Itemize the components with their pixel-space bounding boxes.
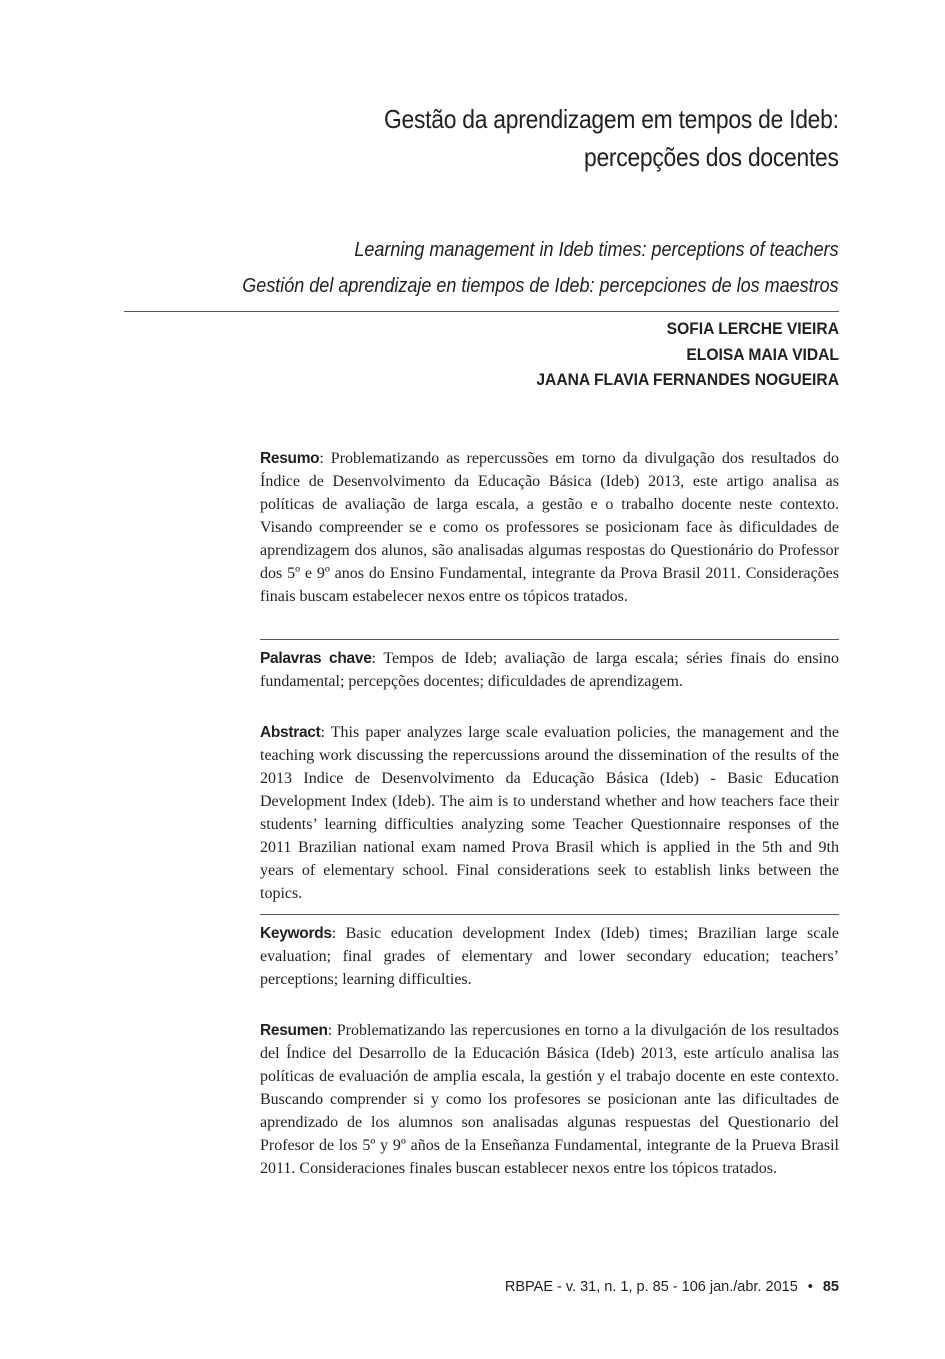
author-name: SOFIA LERCHE VIEIRA: [666, 319, 839, 338]
resumo-paragraph: [260, 447, 839, 608]
author-list: [510, 316, 839, 393]
article-title-line-2: percepções dos docentes: [584, 142, 839, 172]
resumen-label: Resumen: [260, 1022, 328, 1039]
page-footer: [505, 1279, 839, 1295]
author-name: JAANA FLAVIA FERNANDES NOGUEIRA: [536, 370, 839, 389]
translated-titles: [176, 232, 839, 304]
abstract-label: Abstract: [260, 724, 321, 741]
abstract-text: : This paper analyzes large scale evaluation policies, the management and the teaching work discussing the repercussions around the dissemination of the results of the 2013 Indice de Desenvolvimento da Educação Básica (Ideb) - Basic Education Development Index (Ideb). The aim is to understand whether and how teachers face their students’ learning difficulties analyzing some Teacher Questionnaire responses of the 2011 Brazilian national exam named Prova Brasil which is applied in the 5th and 9th years of elementary school. Final considerations seek to establish links between the topics.: [260, 724, 839, 902]
keywords-paragraph: [260, 922, 839, 991]
page-number: 85: [822, 1279, 839, 1295]
resumo-divider: [260, 639, 839, 640]
abstract-divider: [260, 914, 839, 915]
keywords-text: : Basic education development Index (Ideb) times; Brazilian large scale evaluation; final grades of elementary and lower secondary education; teachers’ perceptions; learning difficulties.: [260, 925, 839, 988]
spanish-title: Gestión del aprendizaje en tiempos de Ideb: percepciones de los maestros: [242, 275, 839, 297]
journal-citation: RBPAE - v. 31, n. 1, p. 85 - 106 jan./abr. 2015: [504, 1279, 798, 1295]
resumo-text: : Problematizando as repercussões em torno da divulgação dos resultados do Índice de Desenvolvimento da Educação Básica (Ideb) 2013, este artigo analisa as políticas de avaliação de larga escala, a gestão e o trabalho docente neste contexto. Visando compreender se e como os professores se posicionam face às dificuldades de aprendizagem dos alunos, são analisadas algumas respostas do Questionário do Professor dos 5º e 9º anos do Ensino Fundamental, integrante da Prova Brasil 2011. Considerações finais buscam estabelecer nexos entre os tópicos tratados.: [260, 450, 839, 605]
resumen-text: : Problematizando las repercusiones en torno a la divulgación de los resultados del Índice del Desarrollo de la Educación Básica (Ideb) 2013, este artículo analisa las políticas de evaluación de amplia escala, la gestión y el trabajo docente en este contexto. Buscando comprender si y como los profesores se posicionan ante las dificultades de aprendizado de los alumnos son analisadas algunas respuestas del Questionario del Profesor de los 5º y 9º años de la Enseñanza Fundamental, integrante de la Prueva Brasil 2011. Consideraciones finales buscan establecer nexos entre los tópicos tratados.: [260, 1022, 839, 1177]
footer-bullet: •: [807, 1279, 813, 1295]
palavras-chave-paragraph: [260, 647, 839, 693]
article-title: [322, 100, 839, 176]
resumen-paragraph: [260, 1019, 839, 1180]
title-divider: [124, 311, 839, 312]
keywords-label: Keywords: [260, 925, 332, 942]
resumo-label: Resumo: [260, 450, 320, 467]
palavras-chave-label: Palavras chave: [260, 650, 372, 667]
author-name: ELOISA MAIA VIDAL: [686, 344, 839, 364]
english-title: Learning management in Ideb times: perceptions of teachers: [354, 239, 839, 261]
article-title-line-1: Gestão da aprendizagem em tempos de Ideb:: [384, 104, 839, 134]
palavras-chave-text: : Tempos de Ideb; avaliação de larga escala; séries finais do ensino fundamental; percepções docentes; dificuldades de aprendizagem.: [260, 650, 839, 690]
abstract-paragraph: [260, 721, 839, 905]
